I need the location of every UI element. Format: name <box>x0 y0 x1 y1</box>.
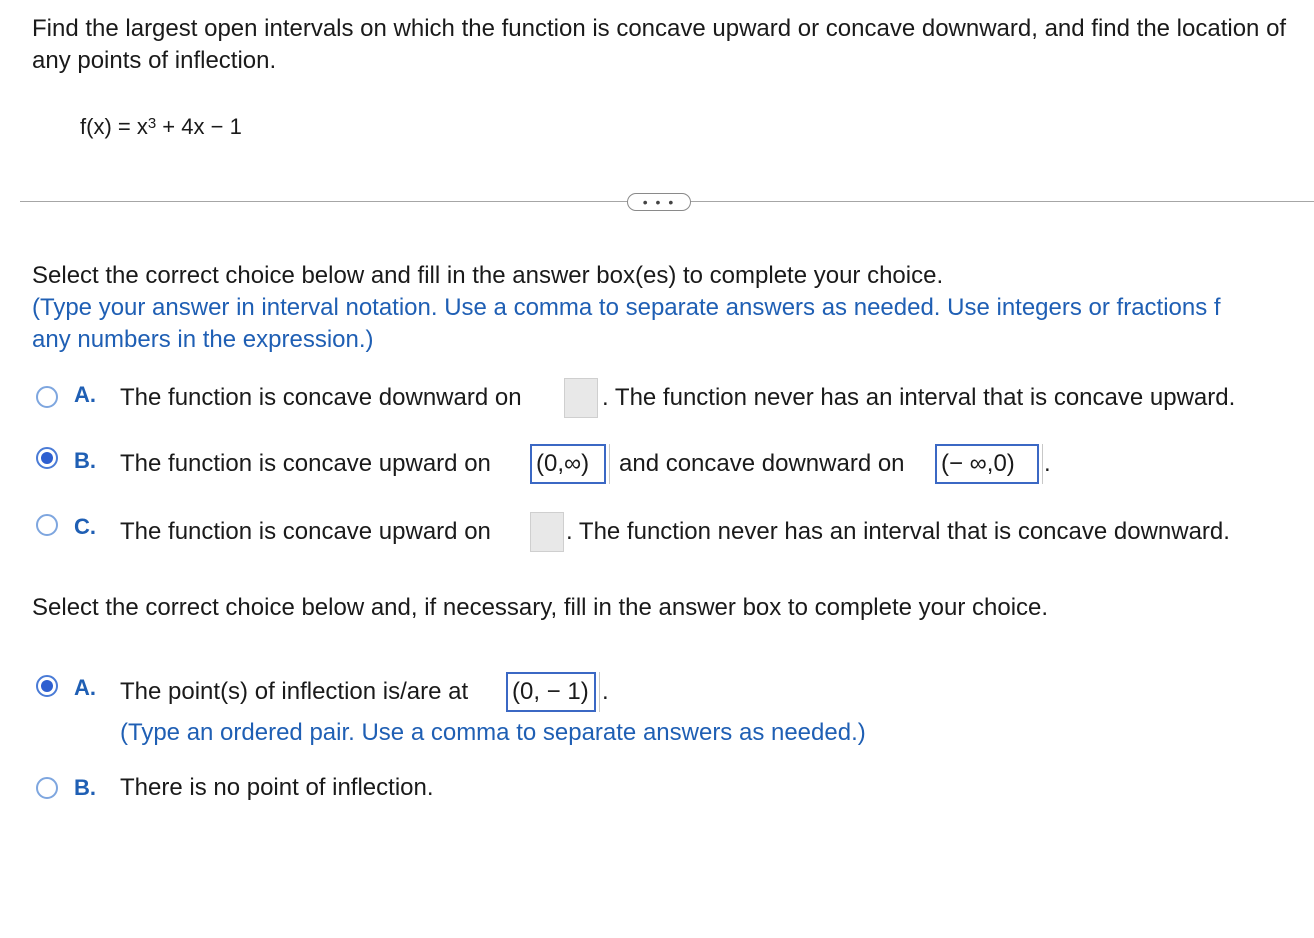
more-options-button[interactable]: • • • <box>627 193 691 211</box>
part1-hint-line2: any numbers in the expression.) <box>32 326 374 353</box>
question-text: Find the largest open intervals on which the function is concave upward or concave downward, and find the location of any points of inflection. <box>32 15 1287 74</box>
part1-option-b-text-after: . <box>1044 450 1051 477</box>
part1-option-a-radio[interactable] <box>36 386 58 408</box>
part1-option-c-letter: C. <box>74 514 96 539</box>
formula-prefix: f(x) = x <box>80 114 148 139</box>
part1-option-a-text-after: . The function never has an interval that is concave upward. <box>602 384 1236 411</box>
part2-option-a-hint: (Type an ordered pair. Use a comma to separate answers as needed.) <box>120 719 866 746</box>
part1-option-b-concave-up-box[interactable]: (0,∞) <box>530 444 606 484</box>
part1-option-b-text: The function is concave upward on <box>120 450 491 477</box>
part2-option-a-text: The point(s) of inflection is/are at <box>120 678 469 705</box>
part1-option-b-concave-down-box[interactable]: (− ∞,0) <box>935 444 1039 484</box>
part1-option-b-letter: B. <box>74 448 96 473</box>
part1-option-c-radio[interactable] <box>36 514 58 536</box>
part1-option-a-letter: A. <box>74 382 96 407</box>
part1-option-c-answer-box[interactable] <box>530 512 564 552</box>
part2-option-a-letter: A. <box>74 675 96 700</box>
part2-option-a-text-after: . <box>602 678 609 705</box>
function-formula <box>80 112 242 142</box>
part2-option-b-text: There is no point of inflection. <box>120 774 434 801</box>
formula-exponent: 3 <box>147 115 157 132</box>
formula-suffix: + 4x − 1 <box>156 114 242 139</box>
part1-instruction: Select the correct choice below and fill in the answer box(es) to complete your choice. <box>32 262 944 289</box>
part1-option-c-text-after: . The function never has an interval that is concave downward. <box>566 518 1230 545</box>
part2-option-b-letter: B. <box>74 775 96 800</box>
part1-option-c-text: The function is concave upward on <box>120 518 491 545</box>
part1-option-b-radio[interactable] <box>36 447 58 469</box>
part1-option-a-answer-box[interactable] <box>564 378 598 418</box>
part2-option-b-radio[interactable] <box>36 777 58 799</box>
part2-option-a-inflection-box[interactable]: (0, − 1) <box>506 672 596 712</box>
part2-option-a-radio[interactable] <box>36 675 58 697</box>
part2-instruction: Select the correct choice below and, if necessary, fill in the answer box to complete your choice. <box>32 594 1049 621</box>
part1-option-b-text-middle: and concave downward on <box>619 450 905 477</box>
part1-hint-line1: (Type your answer in interval notation. Use a comma to separate answers as needed. Use integers or fractions f <box>32 294 1221 321</box>
part1-option-a-text: The function is concave downward on <box>120 384 522 411</box>
